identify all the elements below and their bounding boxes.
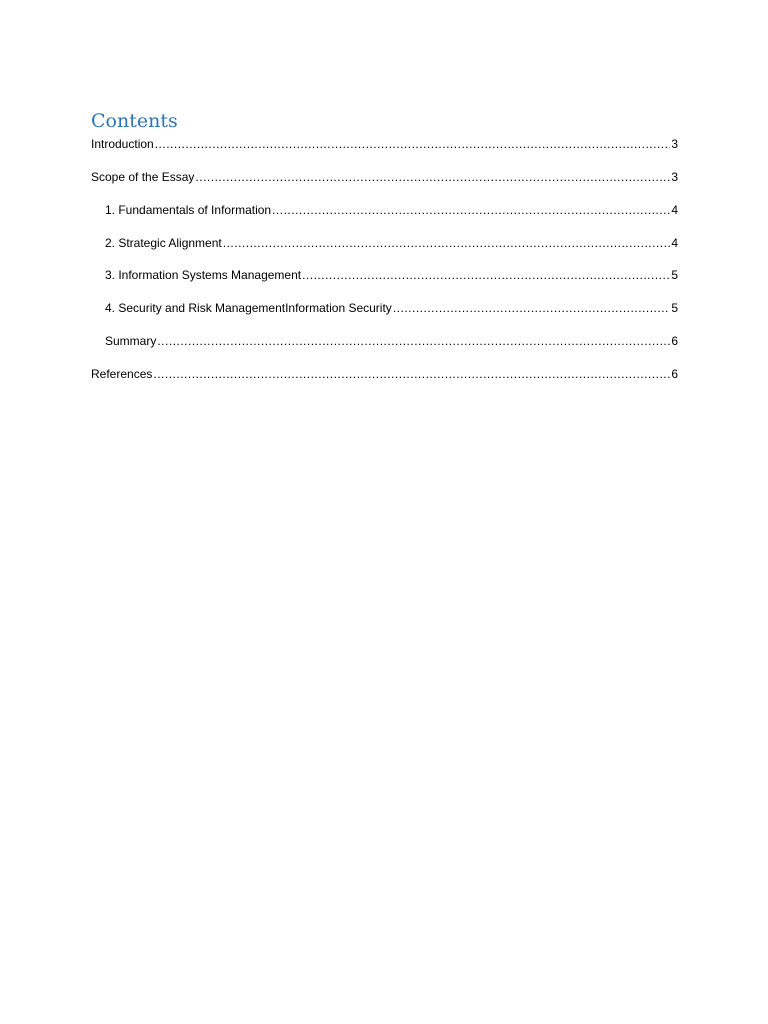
toc-page-number: 3 [671, 137, 678, 151]
table-of-contents [91, 108, 678, 381]
toc-entry-label: Scope of the Essay [91, 170, 195, 184]
toc-entry-information-systems[interactable] [105, 266, 678, 284]
toc-page-number: 4 [671, 236, 678, 250]
toc-page-number: 6 [671, 334, 678, 348]
toc-dot-leader [157, 332, 670, 350]
toc-dot-leader [195, 168, 670, 186]
toc-entry-label: 2. Strategic Alignment [105, 236, 222, 250]
toc-page-number: 5 [671, 301, 678, 315]
toc-dot-leader [155, 135, 671, 153]
toc-entry-references[interactable] [91, 365, 678, 383]
toc-entry-label: Introduction [91, 137, 154, 151]
toc-dot-leader [302, 266, 670, 284]
toc-entry-label: Summary [105, 334, 157, 348]
toc-entry-introduction[interactable] [91, 135, 678, 153]
toc-page-number: 3 [671, 170, 678, 184]
toc-page-number: 6 [671, 367, 678, 381]
toc-entry-fundamentals[interactable] [105, 201, 678, 219]
toc-heading: Contents [91, 110, 178, 132]
toc-entry-security-risk[interactable] [105, 299, 678, 317]
toc-dot-leader [272, 201, 670, 219]
toc-entry-summary[interactable] [105, 332, 678, 350]
toc-entry-strategic-alignment[interactable] [105, 234, 678, 252]
toc-entry-scope[interactable] [91, 168, 678, 186]
toc-entry-label: 4. Security and Risk ManagementInformation Security [105, 301, 392, 315]
toc-page-number: 4 [671, 203, 678, 217]
toc-dot-leader [153, 365, 670, 383]
toc-entry-label: 1. Fundamentals of Information [105, 203, 272, 217]
toc-dot-leader [393, 299, 671, 317]
toc-entry-label: 3. Information Systems Management [105, 268, 302, 282]
toc-page-number: 5 [671, 268, 678, 282]
toc-entry-label: References [91, 367, 153, 381]
toc-dot-leader [223, 234, 671, 252]
